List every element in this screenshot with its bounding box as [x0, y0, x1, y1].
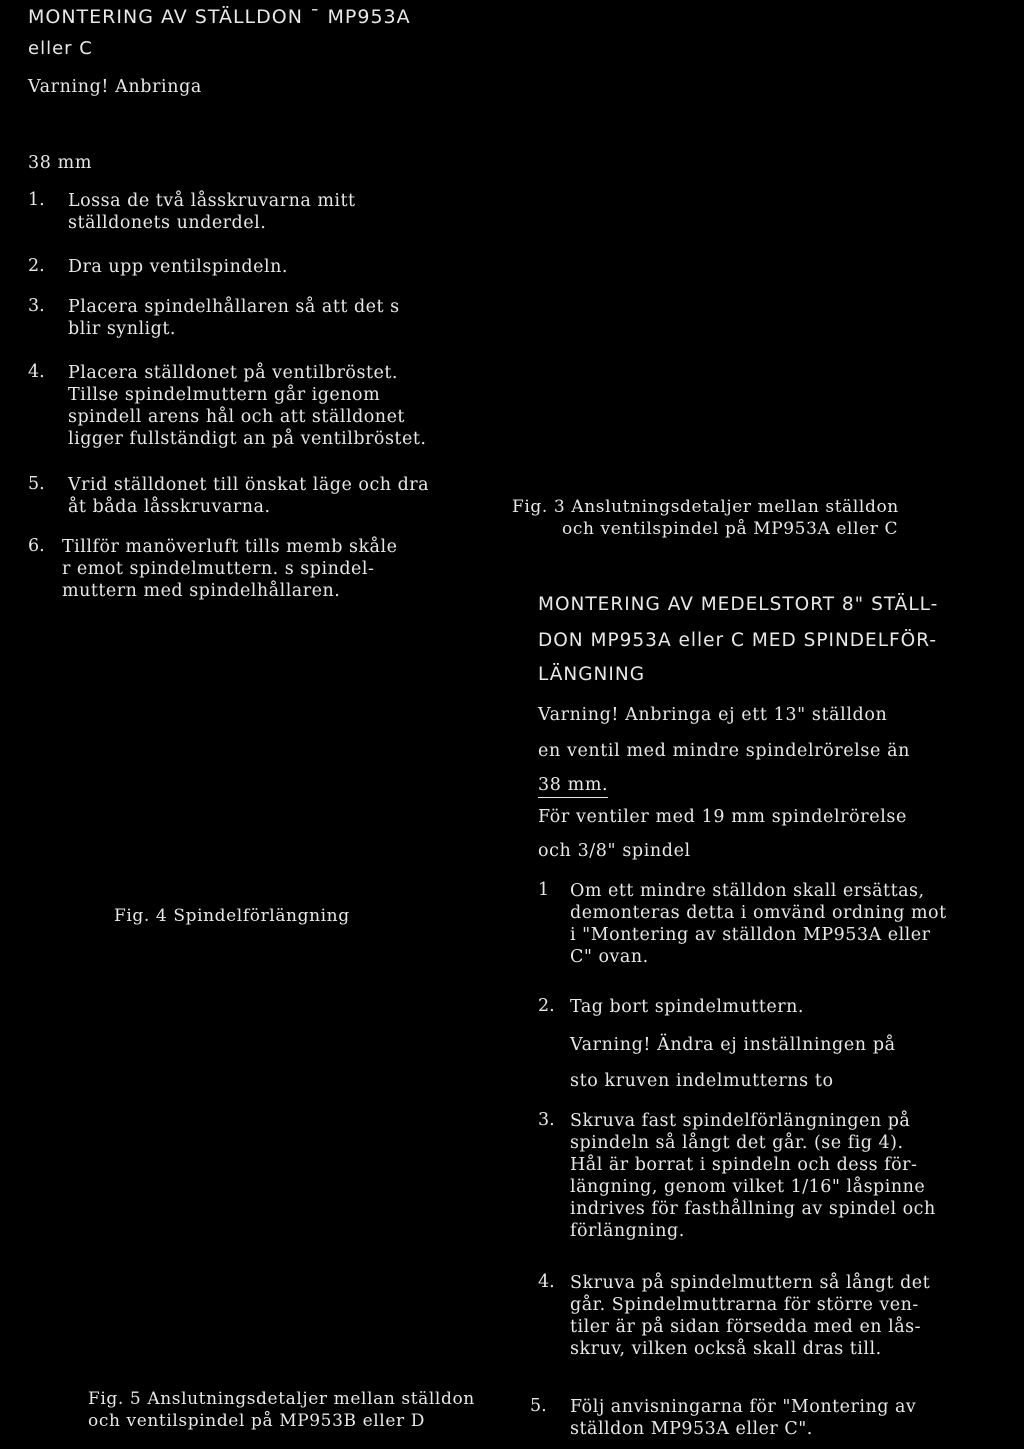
- right-warning-line-1: Varning! Anbringa ej ett 13" ställdon: [538, 705, 888, 725]
- step-number: 1.: [28, 190, 45, 210]
- underlined-text: 38 mm.: [538, 774, 608, 798]
- step-line: skruv, vilken också skall dras till.: [570, 1339, 882, 1359]
- step-number: 2.: [28, 256, 45, 276]
- fig3-caption-line: och ventilspindel på MP953A eller C: [562, 519, 899, 539]
- step-line: i "Montering av ställdon MP953A eller: [570, 925, 931, 945]
- step-line: Skruva på spindelmuttern så långt det: [570, 1273, 931, 1293]
- right-warning-line-2: en ventil med mindre spindelrörelse än: [538, 741, 910, 761]
- step-number: 4.: [538, 1272, 555, 1292]
- step-line: ställdon MP953A eller C".: [570, 1419, 813, 1439]
- step-line: Tillse spindelmuttern går igenom: [68, 385, 381, 405]
- step-line: längning, genom vilket 1/16" låspinne: [570, 1177, 926, 1197]
- right-heading-line-2: DON MP953A eller C MED SPINDELFÖR-: [538, 630, 938, 651]
- left-mm: 38 mm: [28, 153, 93, 173]
- right-heading-line-3: LÄNGNING: [538, 664, 646, 685]
- fig5-caption-line: Fig. 5 Anslutningsdetaljer mellan ställdon: [88, 1389, 475, 1409]
- right-warning-line-3: [538, 774, 608, 798]
- step-line: går. Spindelmuttrarna för större ven-: [570, 1295, 919, 1315]
- step-line: Skruva fast spindelförlängningen på: [570, 1111, 911, 1131]
- step-line: demonteras detta i omvänd ordning mot: [570, 903, 947, 923]
- step2-warning-line-1: Varning! Ändra ej inställningen på: [570, 1035, 896, 1055]
- step-line: Tag bort spindelmuttern.: [570, 997, 804, 1017]
- step-number: 4.: [28, 362, 45, 382]
- step-line: Vrid ställdonet till önskat läge och dra: [68, 475, 430, 495]
- step-line: spindell arens hål och att ställdonet: [68, 407, 405, 427]
- step-number: 6.: [28, 536, 45, 556]
- step-line: Lossa de två låsskruvarna mitt: [68, 191, 356, 211]
- fig5-caption-line: och ventilspindel på MP953B eller D: [88, 1411, 425, 1431]
- right-note-line-1: För ventiler med 19 mm spindelrörelse: [538, 807, 907, 827]
- step-line: ställdonets underdel.: [68, 213, 267, 233]
- step-line: indrives för fasthållning av spindel och: [570, 1199, 936, 1219]
- step-line: Om ett mindre ställdon skall ersättas,: [570, 881, 925, 901]
- step-number: 2.: [538, 996, 555, 1016]
- step-line: åt båda låsskruvarna.: [68, 497, 271, 517]
- step-line: förlängning.: [570, 1221, 685, 1241]
- step-line: Placera spindelhållaren så att det s: [68, 297, 400, 317]
- step-line: Hål är borrat i spindeln och dess för-: [570, 1155, 918, 1175]
- step-number: 3.: [538, 1110, 555, 1130]
- step-number: 1: [538, 880, 550, 900]
- step2-warning-line-2: sto kruven indelmutterns to: [570, 1071, 834, 1091]
- step-line: C" ovan.: [570, 947, 649, 967]
- step-number: 3.: [28, 296, 45, 316]
- step-line: tiler är på sidan försedda med en lås-: [570, 1317, 922, 1337]
- fig3-caption-line: Fig. 3 Anslutningsdetaljer mellan ställdon: [512, 497, 899, 517]
- left-heading: MONTERING AV STÄLLDON ˉ MP953A: [28, 6, 411, 28]
- step-line: muttern med spindelhållaren.: [62, 581, 341, 601]
- step-line: r emot spindelmuttern. s spindel-: [62, 559, 375, 579]
- step-line: blir synligt.: [68, 319, 176, 339]
- fig5-caption: [88, 1388, 475, 1432]
- step-line: Följ anvisningarna för "Montering av: [570, 1397, 917, 1417]
- fig3-caption: [512, 496, 899, 540]
- step-line: spindeln så långt det går. (se fig 4).: [570, 1133, 904, 1153]
- step-line: Dra upp ventilspindeln.: [68, 257, 288, 277]
- step-line: ligger fullständigt an på ventilbröstet.: [68, 429, 427, 449]
- right-note-line-2: och 3/8" spindel: [538, 841, 691, 861]
- fig4-caption: Fig. 4 Spindelförlängning: [114, 906, 350, 926]
- left-heading-cont: eller C: [28, 38, 93, 59]
- step-line: Tillför manöverluft tills memb skåle: [62, 537, 398, 557]
- left-warning: Varning! Anbringa: [28, 77, 202, 97]
- right-heading-line-1: MONTERING AV MEDELSTORT 8" STÄLL-: [538, 594, 939, 615]
- step-number: 5.: [28, 474, 45, 494]
- step-number: 5.: [530, 1396, 547, 1416]
- step-line: Placera ställdonet på ventilbröstet.: [68, 363, 398, 383]
